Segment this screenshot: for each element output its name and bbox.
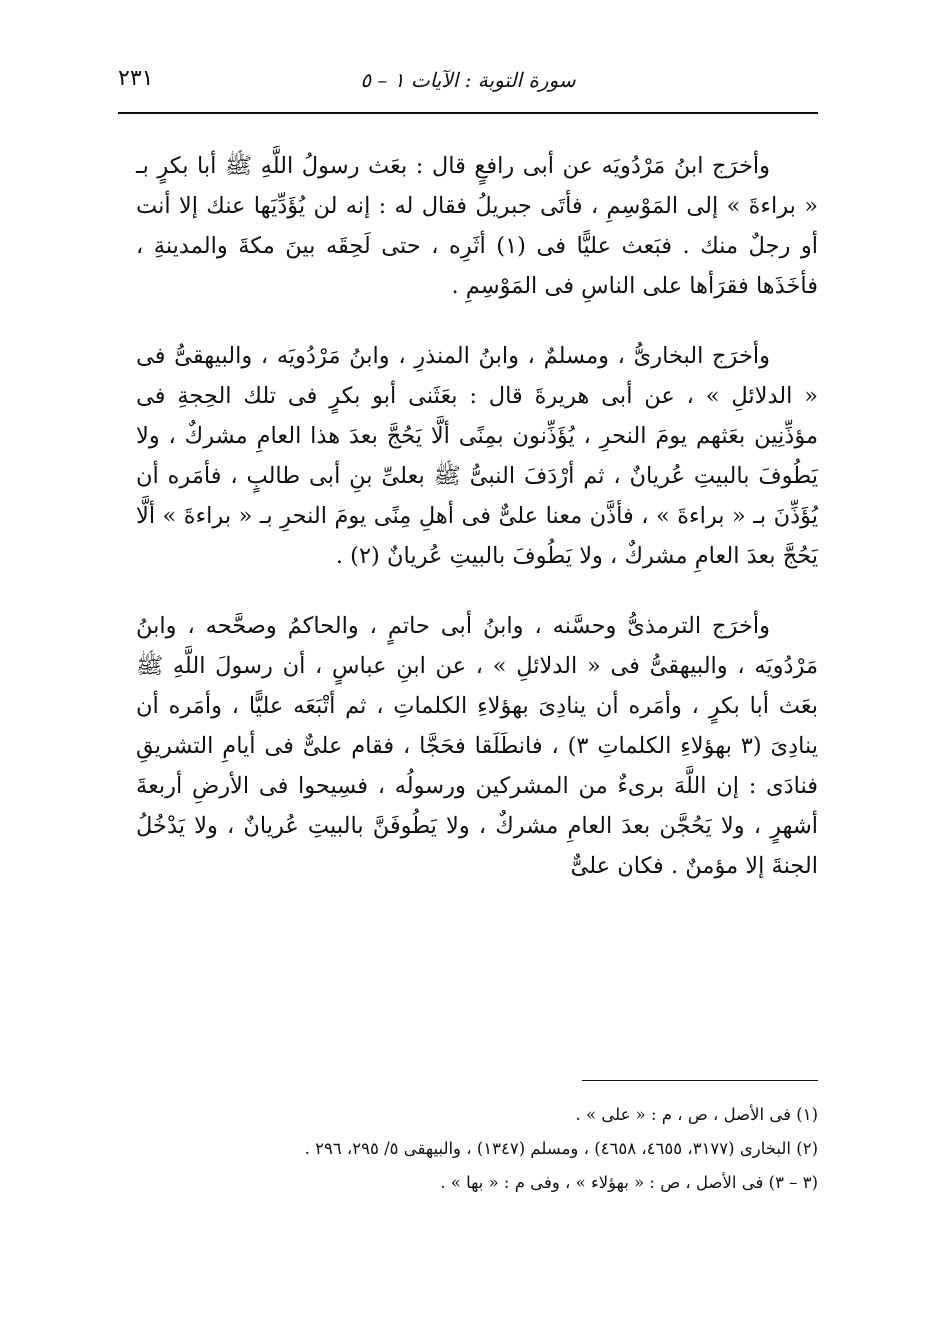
page-header bbox=[118, 64, 818, 104]
main-text bbox=[136, 146, 818, 916]
page-number: ٢٣١ bbox=[118, 66, 154, 91]
paragraph-3: وأخرَج الترمذىُّ وحسَّنه ، وابنُ أبى حاتمٍ ، والحاكمُ وصحَّحه ، وابنُ مَرْدُويَه ، والبيهقىُّ فى « الدلائلِ » ، عن ابنِ عباسٍ ، أن رسولَ اللَّهِ ﷺ بعَث أبا بكرٍ ، وأمَره أن ينادِىَ بهؤلاءِ الكلماتِ ، ثم أتْبَعَه عليًّا ، وأمَره أن ينادِىَ (٣ بهؤلاءِ الكلماتِ ٣) ، فانطَلَقا فحَجَّا ، فقام علىٌّ فى أيامِ التشريقِ فنادَى : إن اللَّهَ برىءٌ من المشركين ورسولُه ، فسِيحوا فى الأرضِ أربعةَ أشهرٍ ، ولا يَحُجَّن بعدَ العامِ مشركٌ ، ولا يَطُوفَنَّ بالبيتِ عُريانٌ ، ولا يَدْخُلُ الجنةَ إلا مؤمنٌ . فكان علىٌّ bbox=[136, 613, 818, 879]
paragraph-1: وأخرَج ابنُ مَرْدُويَه عن أبى رافعٍ قال : بعَث رسولُ اللَّهِ ﷺ أبا بكرٍ بـ « براءةَ » إلى المَوْسِمِ ، فأتَى جبريلُ فقال له : إنه لن يُؤَدِّيَها عنك إلا أنت أو رجلٌ منك . فبَعث عليًّا فى (١) أثَرِه ، حتى لَحِقَه بينَ مكةَ والمدينةِ ، فأخَذَها فقرَأها على الناسِ فى المَوْسِمِ . bbox=[136, 153, 818, 299]
footnote-3: (٣ – ٣) فى الأصل ، ص : « بهؤلاء » ، وفى م : « بها » . bbox=[440, 1173, 818, 1192]
footnote-2: (٢) البخارى (٣١٧٧، ٤٦٥٥، ٤٦٥٨) ، ومسلم (١٣٤٧) ، والبيهقى ٥/ ٢٩٥، ٢٩٦ . bbox=[304, 1139, 818, 1158]
header-divider bbox=[118, 112, 818, 114]
running-title: سورة التوبة : الآيات ١ – ٥ bbox=[360, 68, 576, 92]
footnote-divider bbox=[582, 1080, 818, 1081]
footnotes bbox=[136, 1098, 818, 1200]
paragraph-2: وأخرَج البخارىُّ ، ومسلمٌ ، وابنُ المنذرِ ، وابنُ مَرْدُويَه ، والبيهقىُّ فى « الدلائلِ » ، عن أبى هريرةَ قال : بعَثَنى أبو بكرٍ فى تلك الحِجةِ فى مؤذِّنِين بعَثهم يومَ النحرِ ، يُؤَذِّنون بمِنًى ألَّا يَحُجَّ بعدَ هذا العامِ مشركٌ ، ولا يَطُوفَ بالبيتِ عُريانٌ ، ثم أرْدَفَ النبىُّ ﷺ بعلىِّ بنِ أبى طالبٍ ، فأمَره أن يُؤَذِّنَ بـ « براءةَ » ، فأذَّن معنا علىٌّ فى أهلِ مِنًى يومَ النحرِ بـ « براءةَ » ألَّا يَحُجَّ بعدَ العامِ مشركٌ ، ولا يَطُوفَ بالبيتِ عُريانٌ (٢) . bbox=[136, 343, 818, 569]
footnote-1: (١) فى الأصل ، ص ، م : « على » . bbox=[575, 1105, 818, 1124]
